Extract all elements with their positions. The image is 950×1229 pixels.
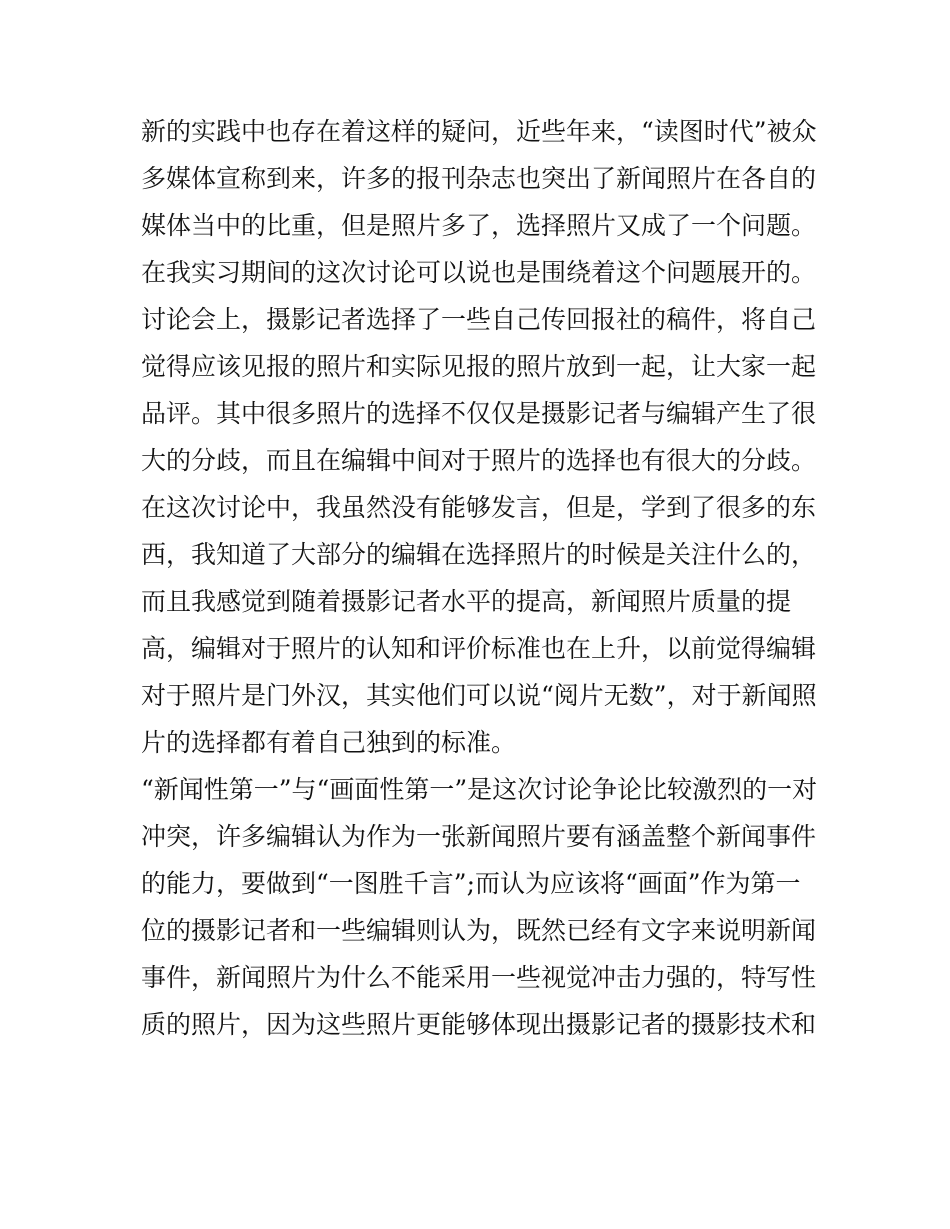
text-line: “新闻性第一”与“画面性第一”是这次讨论争论比较激烈的一对 xyxy=(141,775,818,804)
text-line: 质的照片，因为这些照片更能够体现出摄影记者的摄影技术和 xyxy=(141,1010,817,1039)
text-line: 位的摄影记者和一些编辑则认为，既然已经有文字来说明新闻 xyxy=(141,916,817,945)
text-line: 讨论会上，摄影记者选择了一些自己传回报社的稿件，将自己 xyxy=(141,305,817,334)
text-line: 片的选择都有着自己独到的标准。 xyxy=(141,728,517,757)
text-line: 在我实习期间的这次讨论可以说也是围绕着这个问题展开的。 xyxy=(141,258,817,287)
text-line: 新的实践中也存在着这样的疑问，近些年来，“读图时代”被众 xyxy=(141,117,817,146)
text-line: 大的分歧，而且在编辑中间对于照片的选择也有很大的分歧。 xyxy=(141,446,817,475)
text-line: 品评。其中很多照片的选择不仅仅是摄影记者与编辑产生了很 xyxy=(141,399,817,428)
document-body xyxy=(141,108,821,1048)
text-line: 的能力，要做到“一图胜千言”;而认为应该将“画面”作为第一 xyxy=(141,869,801,898)
text-line: 而且我感觉到随着摄影记者水平的提高，新闻照片质量的提 xyxy=(141,587,792,616)
text-line: 高，编辑对于照片的认知和评价标准也在上升，以前觉得编辑 xyxy=(141,634,817,663)
text-line: 觉得应该见报的照片和实际见报的照片放到一起，让大家一起 xyxy=(141,352,817,381)
text-line: 冲突，许多编辑认为作为一张新闻照片要有涵盖整个新闻事件 xyxy=(141,822,817,851)
text-line: 西，我知道了大部分的编辑在选择照片的时候是关注什么的， xyxy=(141,540,817,569)
text-line: 媒体当中的比重，但是照片多了，选择照片又成了一个问题。 xyxy=(141,211,817,240)
text-line: 对于照片是门外汉，其实他们可以说“阅片无数”，对于新闻照 xyxy=(141,681,817,710)
text-line: 事件，新闻照片为什么不能采用一些视觉冲击力强的，特写性 xyxy=(141,963,817,992)
text-line: 多媒体宣称到来，许多的报刊杂志也突出了新闻照片在各自的 xyxy=(141,164,817,193)
text-line: 在这次讨论中，我虽然没有能够发言，但是，学到了很多的东 xyxy=(141,493,817,522)
